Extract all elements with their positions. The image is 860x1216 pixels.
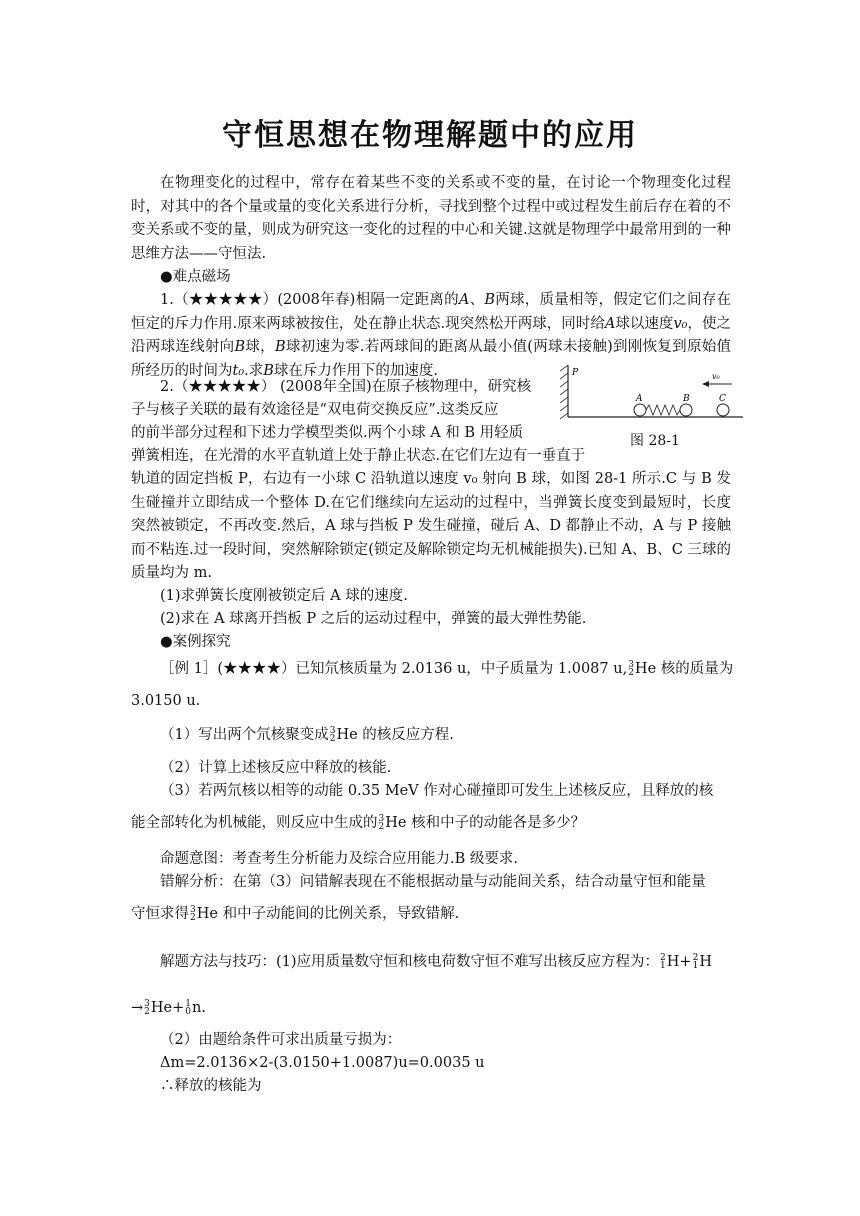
wall-hatching bbox=[560, 365, 568, 419]
example-1-solution-1: 解题方法与技巧：(1)应用质量数守恒和核电荷数守恒不难写出核反应方程为： 2 1 H+ 2 1 H bbox=[160, 953, 712, 971]
arrow-head-icon bbox=[702, 381, 709, 387]
section-heading-difficulty: ●难点磁场 bbox=[160, 269, 231, 285]
ball-A bbox=[634, 404, 646, 416]
example-1-solution-5: ∴释放的核能为 bbox=[160, 1078, 262, 1094]
example-1-error-2: 守恒求得 3 2 He 和中子动能间的比例关系，导致错解. bbox=[131, 905, 460, 923]
example-1-sub-2: （2）计算上述核反应中释放的核能. bbox=[160, 760, 392, 776]
ball-C bbox=[717, 404, 729, 416]
example-1-sub-3: （3）若两氘核以相等的动能 0.35 MeV 作对心碰撞即可发生上述核反应，且释放的核 bbox=[160, 783, 714, 799]
section-heading-cases: ●案例探究 bbox=[160, 634, 231, 650]
question-2-sub-2: (2)求在 A 球离开挡板 P 之后的运动过程中，弹簧的最大弹性势能. bbox=[160, 611, 587, 627]
question-2-line-2: 子与核子关联的最有效途径是“双电荷交换反应”.这类反应 bbox=[131, 402, 499, 418]
page-title: 守恒思想在物理解题中的应用 bbox=[222, 118, 638, 153]
question-2-sub-1: (1)求弹簧长度刚被锁定后 A 球的速度. bbox=[160, 588, 408, 604]
example-1-solution-2: → 3 2 He+ 1 0 n. bbox=[131, 999, 206, 1017]
isotope-n: 1 0 bbox=[185, 999, 192, 1017]
isotope-he3: 3 2 bbox=[144, 999, 150, 1017]
isotope-he3: 3 2 bbox=[329, 726, 336, 744]
figure-caption: 图 28-1 bbox=[630, 433, 680, 449]
label-v0: v₀ bbox=[712, 372, 720, 381]
isotope-h2: 2 1 bbox=[660, 953, 666, 971]
example-1-sub-1: （1）写出两个氘核聚变成 3 2 He 的核反应方程. bbox=[160, 726, 454, 744]
isotope-he3: 3 2 bbox=[378, 814, 385, 832]
example-1-intent: 命题意图：考查考生分析能力及综合应用能力.B 级要求. bbox=[160, 851, 518, 867]
isotope-h2: 2 1 bbox=[692, 953, 699, 971]
example-1-solution-3: （2）由题给条件可求出质量亏损为： bbox=[160, 1032, 402, 1048]
question-2-body: 轨道的固定挡板 P，右边有一小球 C 沿轨道以速度 v₀ 射向 B 球，如图 28-1 所示.C 与 B 发生碰撞并立即结成一个整体 D.在它们继续向左运动的过程中，当弹簧长度变到最短时，长度突然被锁定，不再改变.然后，A 球与挡板 P 发生碰撞，碰后 A、D 都静止不动，A 与 P 接触而不粘连.过一段时间，突然解除锁定(锁定及解除锁定均无机械能损失).已知 A、B、C 三球的质量均为 m. bbox=[131, 471, 731, 581]
isotope-he3: 3 2 bbox=[628, 660, 634, 678]
example-1-line-2: 3.0150 u. bbox=[131, 693, 201, 709]
intro-paragraph: 在物理变化的过程中，常存在着某些不变的关系或不变的量，在讨论一个物理变化过程时，对其中的各个量或量的变化关系进行分析，寻找到整个过程中或过程发生前后存在着的不变关系或不变的量，则成为研究这一变化的过程的中心和关键.这就是物理学中最常用到的一种思维方法——守恒法. bbox=[131, 175, 731, 262]
example-1-solution-4: Δm=2.0136×2-(3.0150+1.0087)u=0.0035 u bbox=[160, 1055, 485, 1071]
label-P: P bbox=[572, 368, 579, 378]
example-1-sub-3-cont: 能全部转化为机械能，则反应中生成的 3 2 He 核和中子的动能各是多少？ bbox=[131, 814, 586, 832]
label-A: A bbox=[636, 394, 643, 404]
isotope-he3: 3 2 bbox=[190, 905, 196, 923]
spring bbox=[646, 405, 680, 415]
label-B: B bbox=[683, 394, 690, 404]
label-C: C bbox=[719, 394, 726, 404]
question-1: 1.（★★★★★）(2008年春)相隔一定距离的A、B两球，质量相等，假定它们之间存在恒定的斥力作用.原来两球被按住，处在静止状态.现突然松开两球，同时给A球以速度v₀，使之沿两球连线射向B球，B球初速为零.若两球间的距离从最小值(两球未接触)到刚恢复到原始值所经历的时间为t₀.求B球在斥力作用下的加速度. bbox=[131, 292, 732, 379]
ball-B bbox=[680, 404, 692, 416]
example-1-error-1: 错解分析：在第（3）问错解表现在不能根据动量与动能间关系，结合动量守恒和能量 bbox=[160, 874, 706, 890]
question-2-line-3: 的前半部分过程和下述力学模型类似.两个小球 A 和 B 用轻质 bbox=[131, 425, 524, 441]
question-2-line-4: 弹簧相连，在光滑的水平直轨道上处于静止状态.在它们左边有一垂直于 bbox=[131, 448, 586, 464]
example-1-line-1: ［例 1］(★★★★）已知氘核质量为 2.0136 u，中子质量为 1.0087 u, 3 2 He 核的质量为 bbox=[160, 660, 734, 678]
question-2-line-1: 2.（★★★★★） (2008年全国)在原子核物理中，研究核 bbox=[160, 379, 532, 395]
